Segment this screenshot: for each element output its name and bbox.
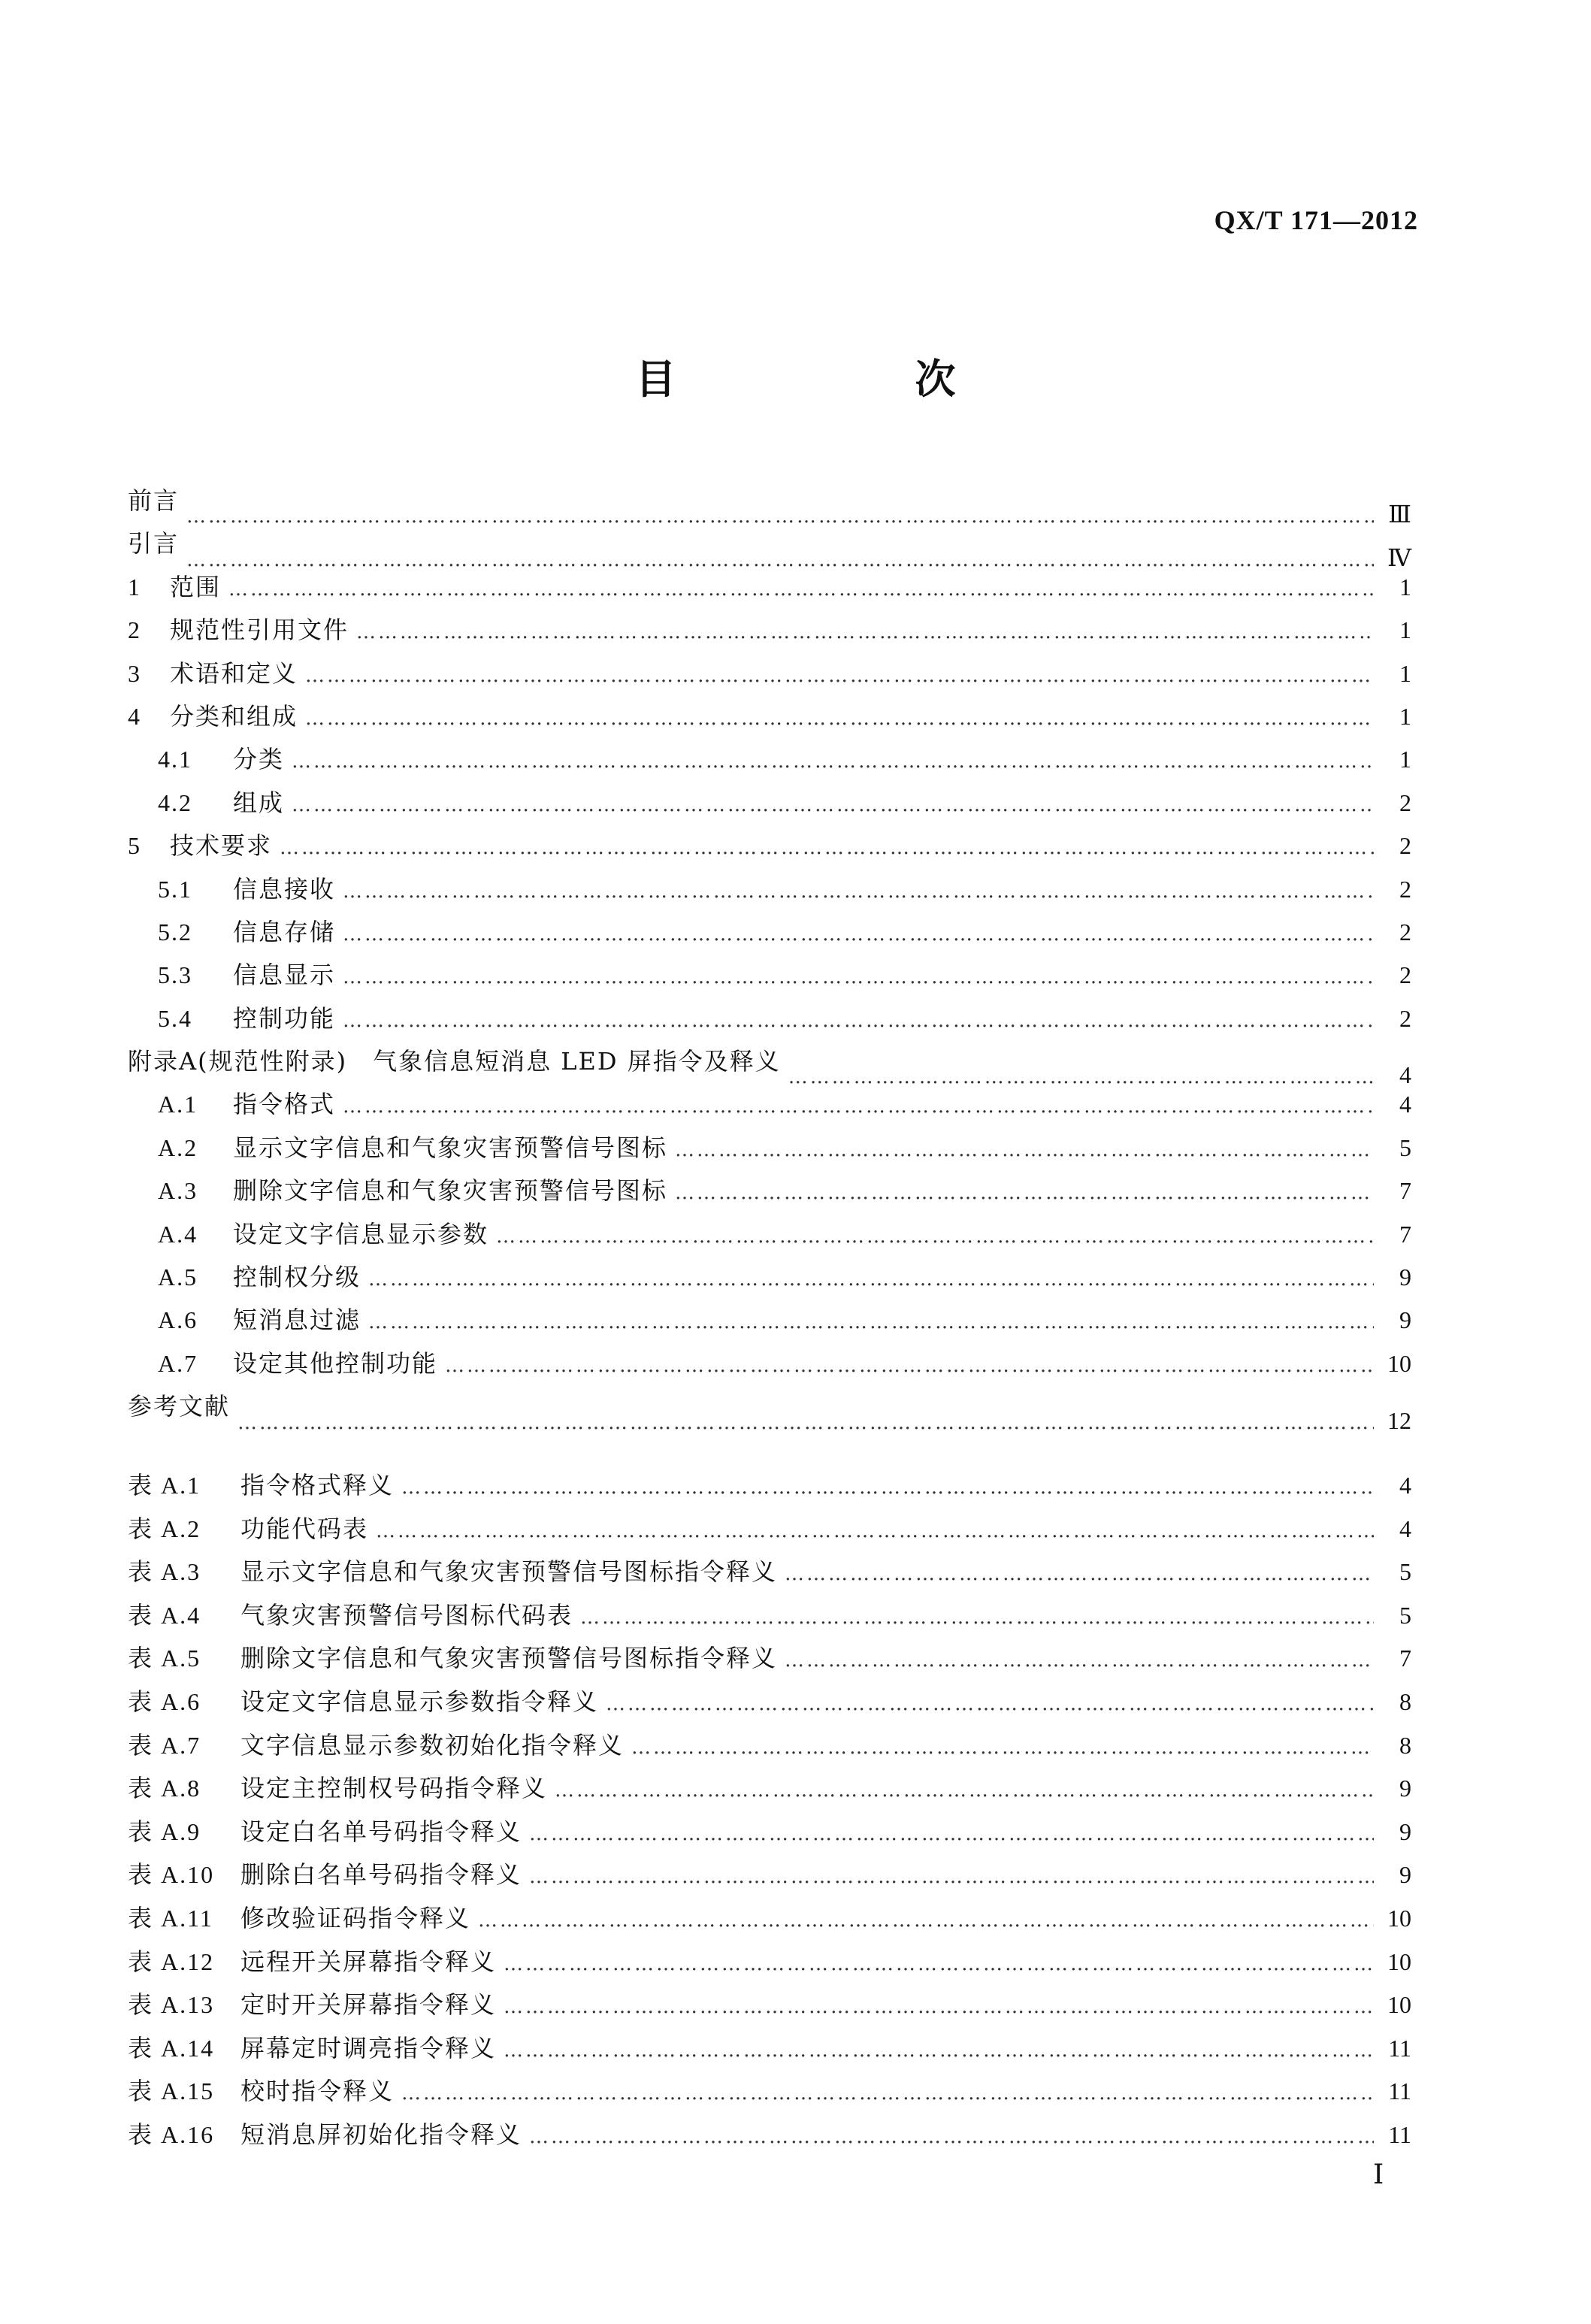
table-list-entry[interactable] <box>128 2070 1411 2114</box>
toc-entry[interactable] <box>128 911 1411 954</box>
toc-entry-page: 1 <box>1399 746 1411 773</box>
page-title: 目 次 <box>635 356 1055 403</box>
toc-entry-label <box>128 480 179 522</box>
toc-entry-number: 5.2 <box>158 918 192 946</box>
toc-entry-label <box>128 1897 470 1941</box>
toc-entry-label <box>128 1811 522 1854</box>
dot-leader <box>529 2116 1374 2159</box>
toc-entry-number: 表 A.4 <box>128 1601 201 1629</box>
toc-entry-page: 12 <box>1387 1406 1411 1434</box>
toc-entry-page: 9 <box>1399 1263 1411 1291</box>
toc-entry-label <box>128 1941 496 1984</box>
toc-entry-label <box>128 1984 496 2027</box>
table-list-entry[interactable] <box>128 1897 1411 1941</box>
toc-entry-title: 信息存储 <box>233 917 336 946</box>
toc-entry-number: 表 A.10 <box>128 1861 215 1889</box>
toc-entry-page: 10 <box>1387 1904 1411 1932</box>
dot-leader <box>280 827 1374 870</box>
toc-entry-title: 控制功能 <box>233 1003 336 1033</box>
toc-entry-number: 3 <box>128 659 141 687</box>
dot-leader <box>504 1943 1374 1987</box>
toc-entry-title: 校时指令释义 <box>240 2077 395 2106</box>
toc-entry-page: 1 <box>1399 616 1411 644</box>
toc-entry-page: 4 <box>1399 1472 1411 1499</box>
toc-entry-label <box>128 1767 547 1811</box>
toc-entry-title: 指令格式释义 <box>240 1471 395 1499</box>
table-list-entry[interactable] <box>128 1551 1411 1594</box>
toc-entry-number: 4.2 <box>158 788 192 816</box>
toc-entry-title: 设定白名单号码指令释义 <box>240 1817 522 1846</box>
toc-entry-title: 控制权分级 <box>233 1263 361 1292</box>
toc-entry-number: 4 <box>128 702 141 730</box>
toc-entry[interactable] <box>128 609 1411 652</box>
table-list-entry[interactable] <box>128 2027 1411 2071</box>
dot-leader <box>292 740 1374 783</box>
dot-leader <box>631 1726 1374 1770</box>
toc-entry-label <box>158 1256 361 1299</box>
toc-entry-page: 2 <box>1399 788 1411 816</box>
toc-entry[interactable] <box>128 1170 1411 1212</box>
toc-entry-number: 表 A.6 <box>128 1687 201 1715</box>
dot-leader <box>343 913 1374 956</box>
toc-entry-label <box>128 1594 573 1638</box>
dot-leader <box>785 1639 1374 1683</box>
toc-entry-page: Ⅲ <box>1388 501 1411 528</box>
toc-entry-title: 参考文献 <box>128 1392 231 1421</box>
dot-leader <box>496 1215 1374 1258</box>
dot-leader <box>343 956 1374 999</box>
toc-entry-title: 技术要求 <box>170 831 273 861</box>
toc-entry-label <box>128 522 179 565</box>
toc-entry-label <box>158 954 335 997</box>
toc-entry-title: 气象灾害预警信号图标代码表 <box>240 1600 573 1630</box>
toc-entry-number: 5.4 <box>158 1004 192 1032</box>
toc-entry[interactable] <box>128 1040 1411 1089</box>
toc-entry-page: 2 <box>1399 875 1411 903</box>
table-list-entry[interactable] <box>128 1984 1411 2027</box>
toc-entry-title: 删除白名单号码指令释义 <box>240 1860 522 1890</box>
toc-entry-number: 表 A.12 <box>128 1947 215 1975</box>
toc-entry-title: 设定文字信息显示参数指令释义 <box>240 1687 599 1716</box>
toc-entry-title: 设定其他控制功能 <box>233 1348 438 1378</box>
toc-entry-number: A.4 <box>158 1220 198 1248</box>
toc-entry-page: 2 <box>1399 961 1411 989</box>
toc-entry-number: A.5 <box>158 1263 198 1291</box>
toc-entry-title: 前言 <box>128 486 180 515</box>
toc-entry-title: 显示文字信息和气象灾害预警信号图标指令释义 <box>240 1557 778 1587</box>
toc-entry-page: 9 <box>1399 1775 1411 1802</box>
toc-entry-title: 远程开关屏幕指令释义 <box>240 1947 497 1976</box>
toc-entry-number: A.6 <box>158 1306 198 1334</box>
toc-entry-page: 8 <box>1399 1731 1411 1759</box>
toc-entry[interactable] <box>128 1083 1411 1126</box>
toc-entry[interactable] <box>128 1342 1411 1385</box>
table-of-contents <box>128 480 1411 1434</box>
toc-entry[interactable] <box>128 566 1411 609</box>
toc-entry-number: A.2 <box>158 1133 198 1161</box>
toc-entry[interactable] <box>128 825 1411 867</box>
toc-entry-number: 表 A.1 <box>128 1472 201 1499</box>
dot-leader <box>343 870 1374 913</box>
dot-leader <box>356 611 1374 654</box>
toc-entry-label <box>128 1551 777 1594</box>
toc-entry-title: 规范性引用文件 <box>170 616 349 645</box>
toc-entry-number: 5.1 <box>158 875 192 903</box>
dot-leader <box>504 2029 1374 2073</box>
toc-entry-label <box>128 695 298 738</box>
dot-leader <box>785 1553 1374 1596</box>
table-list-entry[interactable] <box>128 1594 1411 1638</box>
toc-entry-title: 设定文字信息显示参数 <box>233 1219 489 1248</box>
toc-entry-label <box>128 1464 394 1508</box>
toc-entry-page: 7 <box>1399 1220 1411 1248</box>
toc-entry-page: 4 <box>1399 1061 1411 1089</box>
toc-entry-page: 9 <box>1399 1861 1411 1889</box>
page-number: Ⅰ <box>1373 2159 1384 2189</box>
toc-entry-title: 组成 <box>233 788 285 817</box>
toc-entry-title: 设定主控制权号码指令释义 <box>240 1774 548 1803</box>
dot-leader <box>292 784 1374 827</box>
toc-entry[interactable] <box>128 480 1411 528</box>
toc-entry-number: 表 A.5 <box>128 1645 201 1672</box>
toc-entry-page: 5 <box>1399 1558 1411 1586</box>
toc-entry[interactable] <box>128 782 1411 825</box>
toc-entry-page: 11 <box>1388 2120 1411 2148</box>
toc-entry-number: 2 <box>128 616 141 644</box>
toc-entry-number: 表 A.9 <box>128 1817 201 1845</box>
toc-entry-label <box>128 1508 368 1551</box>
toc-entry-label <box>128 652 298 695</box>
toc-entry-label <box>128 566 221 609</box>
toc-entry-label <box>158 1083 335 1126</box>
toc-entry-page: 4 <box>1399 1091 1411 1118</box>
dot-leader <box>376 1510 1374 1554</box>
dot-leader <box>580 1596 1374 1640</box>
dot-leader <box>343 1085 1374 1128</box>
dot-leader <box>675 1129 1374 1172</box>
toc-entry-page: 10 <box>1387 1991 1411 2019</box>
toc-entry-label <box>158 1299 361 1342</box>
dot-leader <box>237 1402 1374 1445</box>
toc-entry-number: 1 <box>128 573 141 601</box>
toc-entry-page: 10 <box>1387 1349 1411 1377</box>
toc-entry-title: 显示文字信息和气象灾害预警信号图标 <box>233 1133 668 1162</box>
toc-entry-label <box>128 2027 496 2071</box>
toc-entry-label <box>158 911 335 954</box>
toc-entry-title: 屏幕定时调亮指令释义 <box>240 2033 497 2062</box>
table-list-entry[interactable] <box>128 1464 1411 1508</box>
toc-entry-page: Ⅳ <box>1387 543 1411 571</box>
toc-entry-number: A.7 <box>158 1349 198 1377</box>
toc-entry-page: 7 <box>1399 1177 1411 1205</box>
toc-entry-title: 删除文字信息和气象灾害预警信号图标 <box>233 1176 668 1206</box>
table-list-entry[interactable] <box>128 1508 1411 1551</box>
dot-leader <box>504 1986 1374 2029</box>
toc-entry-page: 1 <box>1399 573 1411 601</box>
toc-entry-label <box>158 738 284 781</box>
toc-entry-number: 表 A.2 <box>128 1515 201 1542</box>
toc-entry-label <box>128 2070 394 2114</box>
toc-entry-label <box>128 2114 522 2157</box>
toc-entry-number: 表 A.3 <box>128 1558 201 1586</box>
dot-leader <box>401 1466 1374 1510</box>
toc-entry-number: A.1 <box>158 1091 198 1118</box>
toc-entry[interactable] <box>128 1299 1411 1342</box>
dot-leader <box>368 1301 1374 1344</box>
toc-entry-label <box>128 1040 781 1083</box>
table-list-entry[interactable] <box>128 1811 1411 1854</box>
toc-entry-page: 5 <box>1399 1133 1411 1161</box>
dot-leader <box>305 655 1374 698</box>
toc-entry-page: 2 <box>1399 832 1411 860</box>
table-list-entry[interactable] <box>128 1941 1411 1984</box>
dot-leader <box>186 495 1374 538</box>
table-list-entry[interactable] <box>128 2114 1411 2157</box>
table-list-entry[interactable] <box>128 1681 1411 1724</box>
toc-entry-title: 信息显示 <box>233 961 336 990</box>
toc-entry-number: A.3 <box>158 1177 198 1205</box>
table-list-entry[interactable] <box>128 1853 1411 1897</box>
toc-entry-page: 1 <box>1399 702 1411 730</box>
toc-entry-label <box>128 1385 230 1428</box>
toc-entry-page: 9 <box>1399 1817 1411 1845</box>
dot-leader <box>343 1000 1374 1042</box>
toc-entry-label <box>158 1213 488 1256</box>
dot-leader <box>529 1813 1374 1856</box>
toc-entry-number: 表 A.11 <box>128 1904 213 1932</box>
toc-entry-title: 分类 <box>233 745 285 774</box>
toc-entry-title: 短消息屏初始化指令释义 <box>240 2120 522 2149</box>
toc-entry-label <box>128 1681 598 1724</box>
toc-entry-title: 定时开关屏幕指令释义 <box>240 1990 497 2020</box>
table-list-entry[interactable] <box>128 1767 1411 1811</box>
dot-leader <box>445 1345 1374 1387</box>
toc-entry-label <box>158 1170 667 1212</box>
toc-entry-number: 表 A.13 <box>128 1991 215 2019</box>
dot-leader <box>529 1856 1374 1899</box>
toc-entry-number: 表 A.8 <box>128 1775 201 1802</box>
toc-entry-page: 8 <box>1399 1687 1411 1715</box>
toc-entry[interactable] <box>128 695 1411 738</box>
toc-entry-number: 表 A.7 <box>128 1731 201 1759</box>
toc-entry-label <box>158 1342 437 1385</box>
toc-entry[interactable] <box>128 997 1411 1040</box>
toc-entry[interactable] <box>128 1385 1411 1434</box>
toc-entry-label <box>158 997 335 1040</box>
toc-entry-label <box>158 1127 667 1170</box>
toc-entry-page: 2 <box>1399 1004 1411 1032</box>
toc-entry-title: 短消息过滤 <box>233 1306 361 1335</box>
toc-entry-title: 分类和组成 <box>170 701 298 731</box>
dot-leader <box>555 1769 1374 1813</box>
toc-entry-page: 2 <box>1399 918 1411 946</box>
toc-entry-number: 表 A.14 <box>128 2034 215 2062</box>
toc-entry-title: 附录A(规范性附录) 气象信息短消息 LED 屏指令及释义 <box>128 1047 781 1076</box>
toc-entry-page: 11 <box>1388 2034 1411 2062</box>
toc-entry-page: 4 <box>1399 1515 1411 1542</box>
toc-entry-title: 功能代码表 <box>240 1514 369 1543</box>
toc-entry-title: 引言 <box>128 529 180 558</box>
toc-entry-label <box>128 825 272 867</box>
dot-leader <box>228 568 1374 611</box>
toc-entry[interactable] <box>128 1256 1411 1299</box>
standard-code: QX/T 171—2012 <box>1214 205 1418 235</box>
dot-leader <box>305 698 1374 740</box>
toc-entry-label <box>158 868 335 911</box>
toc-entry-number: 5.3 <box>158 961 192 989</box>
toc-entry-page: 10 <box>1387 1947 1411 1975</box>
dot-leader <box>368 1258 1374 1301</box>
toc-entry-number: 5 <box>128 832 141 860</box>
dot-leader <box>606 1683 1374 1726</box>
toc-entry[interactable] <box>128 868 1411 911</box>
toc-entry-page: 1 <box>1399 659 1411 687</box>
toc-entry-page: 9 <box>1399 1306 1411 1334</box>
toc-entry-title: 文字信息显示参数初始化指令释义 <box>240 1730 625 1760</box>
toc-entry-page: 7 <box>1399 1645 1411 1672</box>
toc-entry-title: 术语和定义 <box>170 658 298 688</box>
toc-entry-title: 指令格式 <box>233 1090 336 1119</box>
toc-entry[interactable] <box>128 738 1411 781</box>
toc-entry-title: 修改验证码指令释义 <box>240 1903 471 1932</box>
toc-entry[interactable] <box>128 652 1411 695</box>
toc-entry-label <box>128 1637 777 1681</box>
toc-entry-label <box>158 782 284 825</box>
toc-entry-label <box>128 1724 624 1768</box>
dot-leader <box>478 1899 1374 1943</box>
toc-entry-label <box>128 609 349 652</box>
toc-entry-number: 表 A.15 <box>128 2077 215 2105</box>
toc-entry[interactable] <box>128 1213 1411 1256</box>
toc-entry-number: 表 A.16 <box>128 2120 215 2148</box>
dot-leader <box>675 1172 1374 1215</box>
toc-entry-title: 信息接收 <box>233 874 336 903</box>
table-list-entry[interactable] <box>128 1637 1411 1681</box>
toc-entry-page: 5 <box>1399 1601 1411 1629</box>
toc-entry-title: 删除文字信息和气象灾害预警信号图标指令释义 <box>240 1644 778 1673</box>
table-list-entry[interactable] <box>128 1724 1411 1768</box>
toc-entry-title: 范围 <box>170 572 222 601</box>
list-of-tables <box>128 1464 1411 2157</box>
toc-entry-label <box>128 1853 522 1897</box>
dot-leader <box>401 2072 1374 2116</box>
toc-entry-number: 4.1 <box>158 746 192 773</box>
toc-entry-page: 11 <box>1388 2077 1411 2105</box>
toc-entry[interactable] <box>128 1127 1411 1170</box>
toc-entry[interactable] <box>128 954 1411 997</box>
